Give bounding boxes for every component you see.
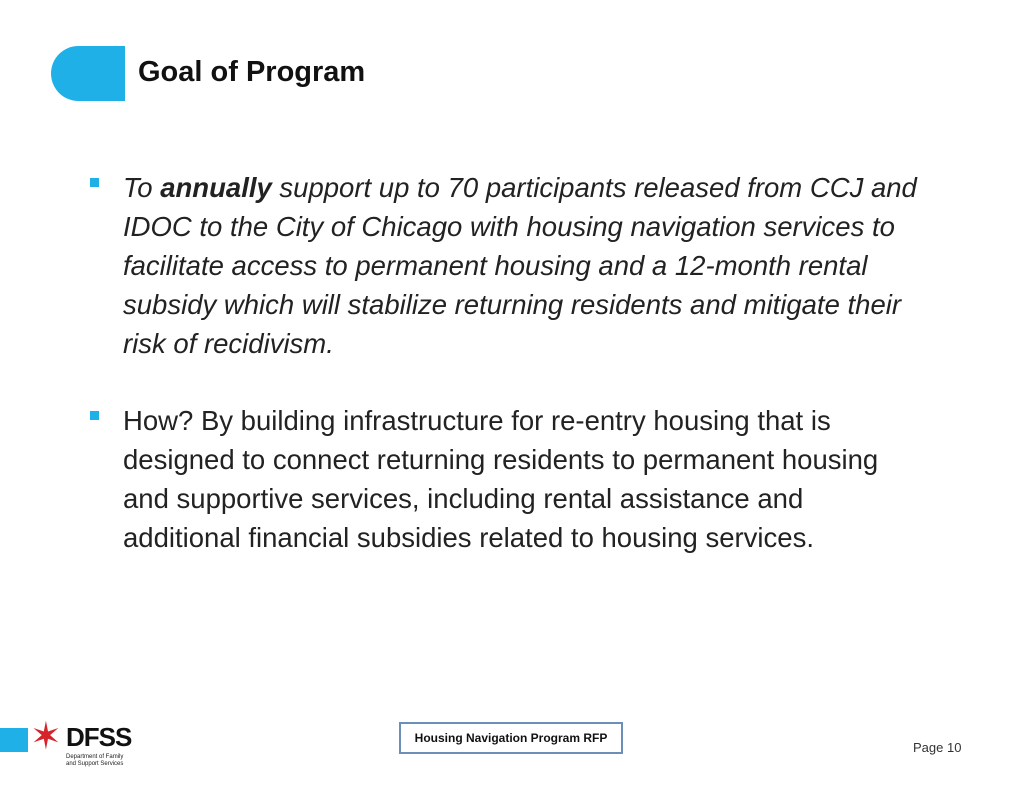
- dfss-logo: [0, 716, 140, 770]
- bullet-list: [90, 168, 920, 595]
- bullet-text: How? By building infrastructure for re-entry housing that is designed to connect returning residents to permanent housing and supportive services, including rental assistance and additional financial subsidies related to housing services.: [123, 405, 879, 553]
- star-icon: ✶: [30, 716, 62, 758]
- bullet-square-icon: [90, 178, 99, 187]
- bullet-text: support up to 70 participants released from CCJ and IDOC to the City of Chicago with housing navigation services to facilitate access to permanent housing and a 12-month rental subsidy which will stabilize returning residents and mitigate their risk of recidivism.: [123, 172, 917, 359]
- bullet-square-icon: [90, 411, 99, 420]
- bullet-item-goal: [90, 168, 920, 363]
- logo-subtitle: [66, 754, 146, 768]
- logo-name: DFSS: [66, 722, 132, 752]
- bullet-prefix: To: [123, 172, 161, 203]
- logo-accent-bar: [0, 728, 28, 752]
- title-accent-shape: [51, 46, 125, 101]
- logo-subtitle-line2: and Support Services: [66, 761, 124, 767]
- page-title: Goal of Program: [138, 56, 366, 88]
- bullet-item-how: [90, 401, 920, 557]
- logo-subtitle-line1: Department of Family: [66, 754, 124, 760]
- bullet-emphasis: annually: [160, 172, 272, 203]
- footer-program-label: Housing Navigation Program RFP: [399, 722, 623, 754]
- page-number: Page 10: [913, 740, 962, 755]
